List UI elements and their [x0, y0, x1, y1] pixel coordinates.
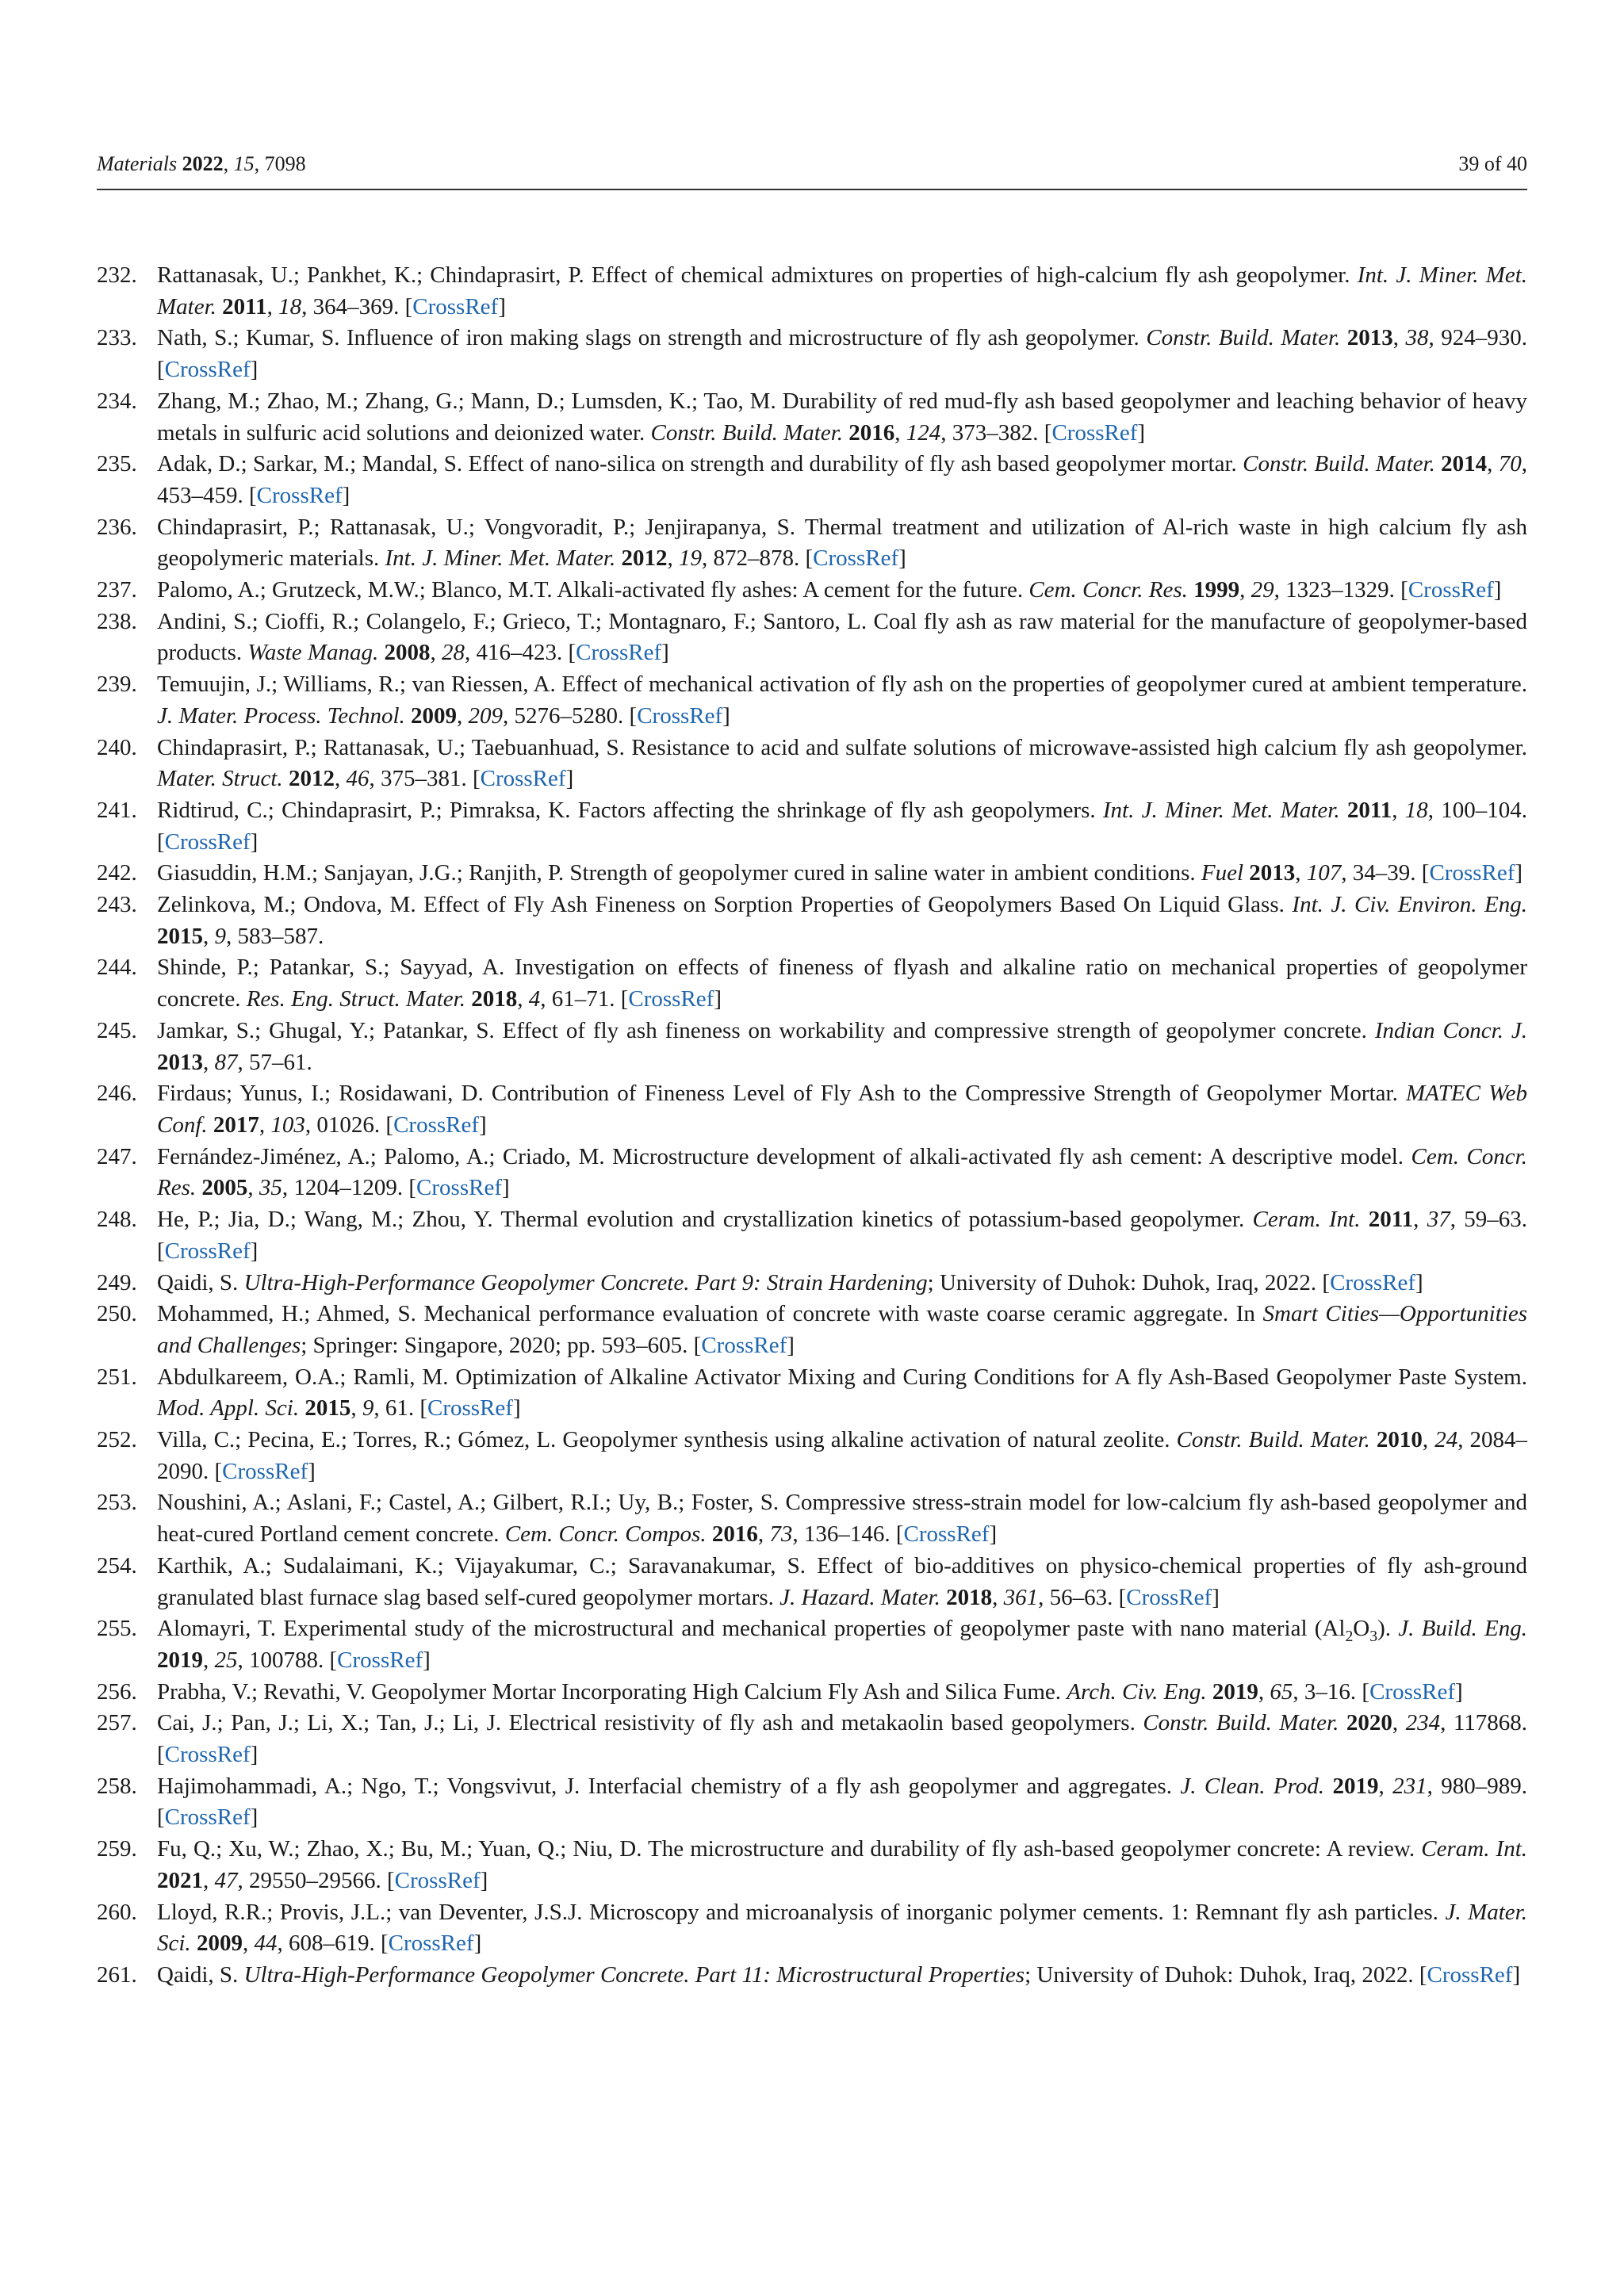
reference-text: Noushini, A.; Aslani, F.; Castel, A.; Gilbert, R.I.; Uy, B.; Foster, S. Compressive stress-strain model for low-calcium fly ash-based geopolymer and heat-cured Portland cement concrete. Cem. Concr. Compos. 2016, 73, 136–146. [CrossRef] [157, 1490, 1527, 1548]
reference-journal: Int. J. Civ. Environ. Eng. [1292, 892, 1528, 918]
reference-pages: 608–619. [288, 1931, 375, 1957]
reference-number: 244. [97, 955, 137, 981]
reference-volume: 44 [254, 1931, 278, 1957]
reference-year: 2012 [288, 766, 335, 792]
reference-year: 2015 [157, 923, 203, 949]
reference-punct: ). [1377, 1616, 1392, 1642]
reference-number: 235. [97, 451, 137, 477]
reference-pages: 100–104. [1441, 797, 1528, 823]
reference-pages: 61–71. [551, 986, 615, 1012]
reference-journal: Res. Eng. Struct. Mater. [246, 986, 465, 1012]
reference-pages: 1323–1329. [1285, 577, 1395, 603]
reference-journal: Constr. Build. Mater. [1143, 1710, 1339, 1736]
reference-volume: 9 [214, 923, 226, 949]
reference-volume: 73 [769, 1521, 793, 1548]
reference-number: 240. [97, 734, 137, 760]
reference-pages: 34–39. [1352, 860, 1416, 886]
reference-publisher: ; Springer: Singapore, 2020; pp. 593–605. [301, 1332, 688, 1358]
reference-authors-title: Noushini, A.; Aslani, F.; Castel, A.; Gilbert, R.I.; Uy, B.; Foster, S. Compressive stress-strain model for low-calcium fly ash-based geopolymer and heat-cured Portland cement concrete. [157, 1490, 1527, 1548]
reference-text: Qaidi, S. Ultra-High-Performance Geopolymer Concrete. Part 11: Microstructural Properties; University of Duhok: Duhok, Iraq, 2022. [CrossRef] [157, 1961, 1521, 1988]
reference-item [97, 952, 1527, 1015]
reference-number: 232. [97, 262, 137, 288]
reference-pages: 61. [385, 1395, 415, 1422]
reference-journal: Constr. Build. Mater. [1176, 1427, 1370, 1453]
crossref-link[interactable]: CrossRef [164, 357, 251, 383]
reference-year: 2005 [201, 1175, 248, 1201]
reference-pages: 29550–29566. [249, 1867, 381, 1893]
reference-pages: 583–587. [237, 923, 324, 949]
reference-volume: 25 [214, 1647, 238, 1673]
reference-authors-title: Hajimohammadi, A.; Ngo, T.; Vongsvivut, J. Interfacial chemistry of a fly ash geopolymer and aggregates. [157, 1773, 1172, 1799]
reference-volume: 65 [1270, 1678, 1293, 1705]
reference-pages: 136–146. [803, 1521, 891, 1548]
reference-volume: 361 [1003, 1584, 1039, 1610]
reference-year: 2016 [711, 1521, 758, 1548]
reference-number: 238. [97, 608, 137, 634]
reference-text: Zelinkova, M.; Ondova, M. Effect of Fly Ash Fineness on Sorption Properties of Geopolymers Based On Liquid Glass. Int. J. Civ. Environ. Eng. 2015, 9, 583–587. [157, 892, 1528, 949]
reference-volume: 47 [214, 1867, 238, 1893]
reference-list [97, 260, 1527, 1992]
reference-authors-title: Qaidi, S. [157, 1269, 239, 1295]
reference-text: Qaidi, S. Ultra-High-Performance Geopolymer Concrete. Part 9: Strain Hardening; University of Duhok: Duhok, Iraq, 2022. [CrossRef] [157, 1269, 1423, 1295]
reference-volume: 231 [1392, 1773, 1427, 1799]
reference-item [97, 1960, 1527, 1992]
reference-authors-title: Jamkar, S.; Ghugal, Y.; Patankar, S. Effect of fly ash fineness on workability and compressive strength of geopolymer concrete. [157, 1017, 1367, 1043]
reference-volume: 18 [1404, 797, 1428, 823]
reference-item [97, 890, 1527, 952]
reference-item [97, 1897, 1527, 1960]
reference-text: Cai, J.; Pan, J.; Li, X.; Tan, J.; Li, J. Electrical resistivity of fly ash and metakaolin based geopolymers. Constr. Build. Mater. 2020, 234, 117868. [CrossRef] [157, 1710, 1528, 1768]
reference-number: 249. [97, 1269, 137, 1295]
reference-text: Alomayri, T. Experimental study of the microstructural and mechanical properties of geopolymer paste with nano material $(Al_2O_3)$. J. Build. Eng. 2019, 25, 100788. [CrossRef] [157, 1616, 1527, 1673]
crossref-link[interactable]: CrossRef [903, 1521, 990, 1548]
reference-pages: 980–989. [1441, 1773, 1528, 1799]
reference-number: 255. [97, 1616, 137, 1642]
reference-journal: J. Mater. Sci. [157, 1899, 1528, 1957]
reference-pages: 01026. [316, 1112, 381, 1138]
reference-authors-title: Alomayri, T. Experimental study of the microstructural and mechanical properties of geopolymer paste with nano material (Al [157, 1616, 1346, 1642]
reference-year: 2018 [471, 986, 518, 1012]
reference-year: 2008 [384, 640, 431, 666]
chemical-subscript: 3 [1369, 1628, 1378, 1646]
reference-year: 2009 [196, 1931, 243, 1957]
reference-authors-title: Ridtirud, C.; Chindaprasirt, P.; Pimraksa, K. Factors affecting the shrinkage of fly ash geopolymers. [157, 797, 1096, 823]
reference-pages: 364–369. [312, 293, 400, 320]
reference-year: 1999 [1193, 577, 1240, 603]
reference-item [97, 1268, 1527, 1299]
reference-volume: 37 [1427, 1207, 1450, 1233]
reference-authors-title: Mohammed, H.; Ahmed, S. Mechanical performance evaluation of concrete with waste coarse ceramic aggregate. In [157, 1301, 1255, 1327]
reference-text: Giasuddin, H.M.; Sanjayan, J.G.; Ranjith, P. Strength of geopolymer cured in saline water in ambient conditions. Fuel 2013, 107, 34–39. [CrossRef] [157, 860, 1523, 886]
reference-number: 242. [97, 860, 137, 886]
reference-item [97, 1425, 1527, 1487]
reference-journal: Indian Concr. J. [1374, 1017, 1528, 1043]
reference-authors-title: Qaidi, S. [157, 1961, 239, 1988]
crossref-link[interactable]: CrossRef [1126, 1584, 1212, 1610]
reference-authors-title: Lloyd, R.R.; Provis, J.L.; van Deventer, J.S.J. Microscopy and microanalysis of inorganic polymer cements. 1: Remnant fly ash particles. [157, 1899, 1438, 1925]
reference-text: Shinde, P.; Patankar, S.; Sayyad, A. Investigation on effects of fineness of flyash and alkaline ratio on mechanical properties of geopolymer concrete. Res. Eng. Struct. Mater. 2018, 4, 61–71. [CrossRef] [157, 955, 1527, 1012]
reference-authors-title: Fu, Q.; Xu, W.; Zhao, X.; Bu, M.; Yuan, Q.; Niu, D. The microstructure and durability of fly ash-based geopolymer concrete: A review. [157, 1836, 1415, 1862]
reference-item [97, 1551, 1527, 1613]
reference-item [97, 512, 1527, 575]
reference-item [97, 1613, 1527, 1676]
reference-authors-title: Prabha, V.; Revathi, V. Geopolymer Mortar Incorporating High Calcium Fly Ash and Silica Fume. [157, 1678, 1062, 1705]
reference-text: Rattanasak, U.; Pankhet, K.; Chindaprasirt, P. Effect of chemical admixtures on properties of high-calcium fly ash geopolymer. Int. J. Miner. Met. Mater. 2011, 18, 364–369. [CrossRef] [157, 262, 1527, 320]
reference-year: 2010 [1376, 1427, 1423, 1453]
reference-number: 247. [97, 1143, 137, 1169]
reference-volume: 29 [1251, 577, 1274, 603]
reference-item [97, 323, 1527, 385]
reference-authors-title: Zhang, M.; Zhao, M.; Zhang, G.; Mann, D.; Lumsden, K.; Tao, M. Durability of red mud-fly ash based geopolymer and leaching behavior of heavy metals in sulfuric acid solutions and deionized water. [157, 388, 1527, 446]
crossref-link[interactable]: CrossRef [164, 1238, 251, 1264]
reference-text: He, P.; Jia, D.; Wang, M.; Zhou, Y. Thermal evolution and crystallization kinetics of potassium-based geopolymer. Ceram. Int. 2011, 37, 59–63. [CrossRef] [157, 1207, 1527, 1264]
reference-year: 2011 [1346, 797, 1392, 823]
reference-item [97, 260, 1527, 323]
reference-authors-title: Chindaprasirt, P.; Rattanasak, U.; Vongvoradit, P.; Jenjirapanya, S. Thermal treatment and utilization of Al-rich waste in high calcium fly ash geopolymeric materials. [157, 514, 1527, 572]
reference-journal: Arch. Civ. Eng. [1067, 1678, 1207, 1705]
reference-item [97, 449, 1527, 511]
reference-volume: 70 [1498, 451, 1522, 477]
reference-year: 2013 [1346, 325, 1393, 351]
crossref-link[interactable]: CrossRef [1427, 1961, 1513, 1988]
reference-item [97, 1204, 1527, 1267]
reference-item [97, 795, 1527, 858]
reference-item [97, 1487, 1527, 1550]
reference-pages: 924–930. [1441, 325, 1528, 351]
reference-text: Villa, C.; Pecina, E.; Torres, R.; Gómez, L. Geopolymer synthesis using alkaline activation of natural zeolite. Constr. Build. Mater. 2010, 24, 2084–2090. [CrossRef] [157, 1427, 1528, 1484]
reference-journal: Cem. Concr. Res. [157, 1143, 1527, 1201]
crossref-link[interactable]: CrossRef [813, 545, 899, 572]
reference-volume: 46 [346, 766, 370, 792]
reference-number: 253. [97, 1490, 137, 1516]
reference-journal: J. Build. Eng. [1398, 1616, 1527, 1642]
reference-volume: 234 [1405, 1710, 1441, 1736]
reference-year: 2015 [304, 1395, 351, 1422]
reference-number: 239. [97, 672, 137, 698]
reference-text: Nath, S.; Kumar, S. Influence of iron making slags on strength and microstructure of fly ash geopolymer. Constr. Build. Mater. 2013, 38, 924–930. [CrossRef] [157, 325, 1528, 383]
reference-text: Abdulkareem, O.A.; Ramli, M. Optimization of Alkaline Activator Mixing and Curing Conditions for A fly Ash-Based Geopolymer Paste System. Mod. Appl. Sci. 2015, 9, 61. [CrossRef] [157, 1364, 1527, 1422]
reference-year: 2018 [946, 1584, 993, 1610]
crossref-link[interactable]: CrossRef [1051, 419, 1138, 446]
reference-number: 261. [97, 1961, 137, 1988]
reference-authors-title: Andini, S.; Cioffi, R.; Colangelo, F.; Grieco, T.; Montagnaro, F.; Santoro, L. Coal fly ash as raw material for the manufacture of geopolymer-based products. [157, 608, 1527, 666]
journal-volume: 15 [233, 152, 255, 175]
reference-publisher: ; University of Duhok: Duhok, Iraq, 2022. [1025, 1961, 1414, 1988]
reference-item [97, 733, 1527, 795]
reference-pages: 56–63. [1049, 1584, 1113, 1610]
reference-volume: 209 [468, 702, 504, 729]
reference-year: 2021 [157, 1867, 203, 1893]
reference-authors-title: Giasuddin, H.M.; Sanjayan, J.G.; Ranjith, P. Strength of geopolymer cured in saline water in ambient conditions. [157, 860, 1196, 886]
reference-text: Fu, Q.; Xu, W.; Zhao, X.; Bu, M.; Yuan, Q.; Niu, D. The microstructure and durability of fly ash-based geopolymer concrete: A review. Ceram. Int. 2021, 47, 29550–29566. [CrossRef] [157, 1836, 1528, 1893]
reference-text: Karthik, A.; Sudalaimani, K.; Vijayakumar, C.; Saravanakumar, S. Effect of bio-additives on physico-chemical properties of fly ash-ground granulated blast furnace slag based self-cured geopolymer mortars. J. Hazard. Mater. 2018, 361, 56–63. [CrossRef] [157, 1552, 1527, 1610]
crossref-link[interactable]: CrossRef [1408, 577, 1494, 603]
reference-year: 2017 [213, 1112, 259, 1138]
reference-authors-title: Nath, S.; Kumar, S. Influence of iron making slags on strength and microstructure of fly ash geopolymer. [157, 325, 1139, 351]
reference-item [97, 607, 1527, 669]
reference-volume: 38 [1405, 325, 1429, 351]
reference-item [97, 1299, 1527, 1361]
chemical-subscript: 2 [1345, 1628, 1354, 1646]
reference-volume: 103 [270, 1112, 305, 1138]
crossref-link[interactable]: CrossRef [164, 828, 251, 855]
crossref-link[interactable]: CrossRef [427, 1395, 513, 1422]
reference-text: Jamkar, S.; Ghugal, Y.; Patankar, S. Effect of fly ash fineness on workability and compressive strength of geopolymer concrete. Indian Concr. J. 2013, 87, 57–61. [157, 1017, 1528, 1075]
reference-journal: J. Hazard. Mater. [779, 1584, 940, 1610]
reference-text: Palomo, A.; Grutzeck, M.W.; Blanco, M.T. Alkali-activated fly ashes: A cement for the future. Cem. Concr. Res. 1999, 29, 1323–1329. [CrossRef] [157, 577, 1502, 603]
reference-year: 2011 [222, 293, 267, 320]
reference-journal: Cem. Concr. Res. [1028, 577, 1188, 603]
reference-item [97, 858, 1527, 890]
reference-authors-title: Villa, C.; Pecina, E.; Torres, R.; Gómez, L. Geopolymer synthesis using alkaline activation of natural zeolite. [157, 1427, 1170, 1453]
reference-journal: Fuel [1201, 860, 1244, 886]
reference-volume: 9 [362, 1395, 374, 1422]
reference-volume: 35 [259, 1175, 282, 1201]
reference-number: 252. [97, 1427, 137, 1453]
reference-year: 2019 [157, 1647, 203, 1673]
reference-pages: 375–381. [380, 766, 467, 792]
reference-text: Temuujin, J.; Williams, R.; van Riessen, A. Effect of mechanical activation of fly ash on the properties of geopolymer cured at ambient temperature. J. Mater. Process. Technol. 2009, 209, 5276–5280. [CrossRef] [157, 672, 1527, 729]
reference-text: Prabha, V.; Revathi, V. Geopolymer Mortar Incorporating High Calcium Fly Ash and Silica Fume. Arch. Civ. Eng. 2019, 65, 3–16. [CrossRef] [157, 1678, 1463, 1705]
reference-pages: 872–878. [713, 545, 800, 572]
reference-pages: 3–16. [1304, 1678, 1357, 1705]
reference-item [97, 669, 1527, 732]
reference-pages: 57–61. [249, 1049, 312, 1075]
reference-text: Firdaus; Yunus, I.; Rosidawani, D. Contribution of Fineness Level of Fly Ash to the Compressive Strength of Geopolymer Mortar. MATEC Web Conf. 2017, 103, 01026. [CrossRef] [157, 1081, 1528, 1138]
reference-item [97, 1771, 1527, 1834]
reference-year: 2019 [1332, 1773, 1379, 1799]
crossref-link[interactable]: CrossRef [701, 1332, 787, 1358]
reference-journal: Constr. Build. Mater. [650, 419, 844, 446]
reference-year: 2012 [621, 545, 668, 572]
reference-pages: 1204–1209. [293, 1175, 404, 1201]
reference-volume: 107 [1306, 860, 1342, 886]
reference-item [97, 1708, 1527, 1770]
crossref-link[interactable]: CrossRef [393, 1112, 480, 1138]
reference-pages: 416–423. [476, 640, 563, 666]
crossref-link[interactable]: CrossRef [576, 640, 662, 666]
reference-text: Lloyd, R.R.; Provis, J.L.; van Deventer, J.S.J. Microscopy and microanalysis of inorganic polymer cements. 1: Remnant fly ash particles. J. Mater. Sci. 2009, 44, 608–619. [CrossRef] [157, 1899, 1528, 1957]
reference-number: 259. [97, 1836, 137, 1862]
crossref-link[interactable]: CrossRef [222, 1458, 308, 1484]
reference-year: 2013 [1249, 860, 1296, 886]
reference-number: 236. [97, 514, 137, 540]
reference-journal: Ceram. Int. [1252, 1207, 1361, 1233]
reference-authors-title: Zelinkova, M.; Ondova, M. Effect of Fly Ash Fineness on Sorption Properties of Geopolymers Based On Liquid Glass. [157, 892, 1285, 918]
reference-journal: J. Clean. Prod. [1180, 1773, 1325, 1799]
crossref-link[interactable]: CrossRef [164, 1804, 251, 1831]
crossref-link[interactable]: CrossRef [1330, 1269, 1416, 1295]
reference-pages: 5276–5280. [514, 702, 624, 729]
reference-number: 248. [97, 1207, 137, 1233]
reference-text: Adak, D.; Sarkar, M.; Mandal, S. Effect of nano-silica on strength and durability of fly ash based geopolymer mortar. Constr. Build. Mater. 2014, 70, 453–459. [CrossRef] [157, 451, 1528, 508]
reference-year: 2013 [157, 1049, 203, 1075]
reference-authors-title: Fernández-Jiménez, A.; Palomo, A.; Criado, M. Microstructure development of alkali-activated fly ash cement: A descriptive model. [157, 1143, 1404, 1169]
crossref-link[interactable]: CrossRef [394, 1867, 481, 1893]
reference-volume: 87 [214, 1049, 238, 1075]
reference-year: 2020 [1346, 1710, 1392, 1736]
reference-year: 2016 [848, 419, 895, 446]
reference-book-title: Ultra-High-Performance Geopolymer Concrete. Part 9: Strain Hardening [243, 1269, 928, 1295]
journal-citation: Materials 2022, 15, 7098 [97, 152, 306, 175]
reference-pages: 117868. [1453, 1710, 1528, 1736]
reference-authors-title: Cai, J.; Pan, J.; Li, X.; Tan, J.; Li, J. Electrical resistivity of fly ash and metakaolin based geopolymers. [157, 1710, 1136, 1736]
reference-book-title: Ultra-High-Performance Geopolymer Concrete. Part 11: Microstructural Properties [243, 1961, 1025, 1988]
reference-journal: Constr. Build. Mater. [1146, 325, 1341, 351]
reference-text: Andini, S.; Cioffi, R.; Colangelo, F.; Grieco, T.; Montagnaro, F.; Santoro, L. Coal fly ash as raw material for the manufacture of geopolymer-based products. Waste Manag. 2008, 28, 416–423. [CrossRef] [157, 608, 1527, 666]
reference-journal: Mod. Appl. Sci. [157, 1395, 300, 1422]
reference-number: 245. [97, 1017, 137, 1043]
reference-volume: 18 [278, 293, 302, 320]
reference-text: Chindaprasirt, P.; Rattanasak, U.; Taebuanhuad, S. Resistance to acid and sulfate solutions of microwave-assisted high calcium fly ash geopolymer. Mater. Struct. 2012, 46, 375–381. [CrossRef] [157, 734, 1527, 792]
reference-pages: 59–63. [1464, 1207, 1527, 1233]
reference-authors-title: Karthik, A.; Sudalaimani, K.; Vijayakumar, C.; Saravanakumar, S. Effect of bio-additives on physico-chemical properties of fly ash-ground granulated blast furnace slag based self-cured geopolymer mortars. [157, 1552, 1527, 1610]
reference-number: 251. [97, 1364, 137, 1390]
reference-journal: Mater. Struct. [157, 766, 283, 792]
reference-item [97, 1362, 1527, 1425]
crossref-link[interactable]: CrossRef [337, 1647, 423, 1673]
journal-year: 2022 [182, 152, 224, 175]
reference-volume: 24 [1434, 1427, 1458, 1453]
header-rule [97, 189, 1527, 190]
reference-journal: Ceram. Int. [1421, 1836, 1528, 1862]
reference-year: 2014 [1441, 451, 1488, 477]
reference-journal: J. Mater. Process. Technol. [157, 702, 405, 729]
crossref-link[interactable]: CrossRef [637, 702, 723, 729]
reference-year: 2009 [411, 702, 458, 729]
reference-authors-title: Temuujin, J.; Williams, R.; van Riessen, A. Effect of mechanical activation of fly ash on the properties of geopolymer cured at ambient temperature. [157, 672, 1527, 698]
reference-authors-title: He, P.; Jia, D.; Wang, M.; Zhou, Y. Thermal evolution and crystallization kinetics of potassium-based geopolymer. [157, 1207, 1245, 1233]
crossref-link[interactable]: CrossRef [388, 1931, 474, 1957]
reference-pages: 2084–2090. [157, 1427, 1528, 1484]
crossref-link[interactable]: CrossRef [628, 986, 714, 1012]
reference-number: 234. [97, 388, 137, 414]
reference-pages: 373–382. [952, 419, 1039, 446]
crossref-link[interactable]: CrossRef [256, 482, 343, 508]
reference-journal: Waste Manag. [247, 640, 379, 666]
reference-number: 258. [97, 1773, 137, 1799]
reference-authors-title: Palomo, A.; Grutzeck, M.W.; Blanco, M.T. Alkali-activated fly ashes: A cement for the future. [157, 577, 1024, 603]
reference-pages: 453–459. [157, 482, 243, 508]
reference-journal: Int. J. Miner. Met. Mater. [157, 262, 1527, 320]
reference-book-title: Smart Cities—Opportunities and Challenges [157, 1301, 1527, 1358]
reference-number: 254. [97, 1552, 137, 1578]
crossref-link[interactable]: CrossRef [416, 1175, 502, 1201]
reference-number: 260. [97, 1899, 137, 1925]
crossref-link[interactable]: CrossRef [164, 1742, 251, 1768]
reference-number: 246. [97, 1081, 137, 1107]
reference-authors-title: Firdaus; Yunus, I.; Rosidawani, D. Contribution of Fineness Level of Fly Ash to the Compressive Strength of Geopolymer Mortar. [157, 1081, 1398, 1107]
journal-name: Materials [97, 152, 178, 175]
reference-number: 233. [97, 325, 137, 351]
reference-text: Mohammed, H.; Ahmed, S. Mechanical performance evaluation of concrete with waste coarse ceramic aggregate. In Smart Cities—Opportunities and Challenges; Springer: Singapore, 2020; pp. 593–605. [CrossRef] [157, 1301, 1527, 1358]
page-number: 39 of 40 [1458, 152, 1527, 175]
reference-number: 256. [97, 1678, 137, 1705]
reference-text: Ridtirud, C.; Chindaprasirt, P.; Pimraksa, K. Factors affecting the shrinkage of fly ash geopolymers. Int. J. Miner. Met. Mater. 2011, 18, 100–104. [CrossRef] [157, 797, 1528, 855]
reference-authors-title: Adak, D.; Sarkar, M.; Mandal, S. Effect of nano-silica on strength and durability of fly ash based geopolymer mortar. [157, 451, 1237, 477]
reference-item [97, 1677, 1527, 1709]
reference-text: Chindaprasirt, P.; Rattanasak, U.; Vongvoradit, P.; Jenjirapanya, S. Thermal treatment and utilization of Al-rich waste in high calcium fly ash geopolymeric materials. Int. J. Miner. Met. Mater. 2012, 19, 872–878. [CrossRef] [157, 514, 1527, 572]
reference-year: 2011 [1368, 1207, 1414, 1233]
reference-journal: Constr. Build. Mater. [1243, 451, 1435, 477]
reference-volume: 4 [528, 986, 541, 1012]
reference-journal: MATEC Web Conf. [157, 1081, 1528, 1138]
reference-authors-title: Rattanasak, U.; Pankhet, K.; Chindaprasirt, P. Effect of chemical admixtures on properties of high-calcium fly ash geopolymer. [157, 262, 1350, 288]
page-header [97, 149, 1527, 184]
crossref-link[interactable]: CrossRef [412, 293, 499, 320]
reference-item [97, 1078, 1527, 1141]
reference-number: 257. [97, 1710, 137, 1736]
reference-publisher: ; University of Duhok: Duhok, Iraq, 2022. [927, 1269, 1317, 1295]
reference-item [97, 1016, 1527, 1078]
article-number: , 7098 [254, 152, 306, 175]
reference-journal: Int. J. Miner. Met. Mater. [385, 545, 616, 572]
crossref-link[interactable]: CrossRef [1369, 1678, 1456, 1705]
reference-authors-title: Shinde, P.; Patankar, S.; Sayyad, A. Investigation on effects of fineness of flyash and alkaline ratio on mechanical properties of geopolymer concrete. [157, 955, 1527, 1012]
reference-number: 241. [97, 797, 137, 823]
crossref-link[interactable]: CrossRef [1429, 860, 1515, 886]
reference-authors-title: Abdulkareem, O.A.; Ramli, M. Optimization of Alkaline Activator Mixing and Curing Conditions for A fly Ash-Based Geopolymer Paste System. [157, 1364, 1527, 1390]
reference-pages: 100788. [249, 1647, 324, 1673]
reference-item [97, 1834, 1527, 1896]
reference-volume: 28 [442, 640, 465, 666]
reference-journal: Cem. Concr. Compos. [504, 1521, 707, 1548]
reference-text: Fernández-Jiménez, A.; Palomo, A.; Criado, M. Microstructure development of alkali-activated fly ash cement: A descriptive model. Cem. Concr. Res. 2005, 35, 1204–1209. [CrossRef] [157, 1143, 1527, 1201]
reference-item [97, 575, 1527, 607]
reference-text: Zhang, M.; Zhao, M.; Zhang, G.; Mann, D.; Lumsden, K.; Tao, M. Durability of red mud-fly ash based geopolymer and leaching behavior of heavy metals in sulfuric acid solutions and deionized water. Constr. Build. Mater. 2016, 124, 373–382. [CrossRef] [157, 388, 1527, 446]
reference-authors-title: Chindaprasirt, P.; Rattanasak, U.; Taebuanhuad, S. Resistance to acid and sulfate solutions of microwave-assisted high calcium fly ash geopolymer. [157, 734, 1527, 760]
reference-number: 243. [97, 892, 137, 918]
reference-volume: 124 [906, 419, 941, 446]
reference-item [97, 386, 1527, 449]
reference-number: 237. [97, 577, 137, 603]
reference-text: Hajimohammadi, A.; Ngo, T.; Vongsvivut, J. Interfacial chemistry of a fly ash geopolymer and aggregates. J. Clean. Prod. 2019, 231, 980–989. [CrossRef] [157, 1773, 1528, 1831]
chemical-element: O [1353, 1616, 1370, 1642]
reference-year: 2019 [1212, 1678, 1258, 1705]
reference-volume: 19 [678, 545, 702, 572]
reference-number: 250. [97, 1301, 137, 1327]
reference-journal: Int. J. Miner. Met. Mater. [1102, 797, 1340, 823]
crossref-link[interactable]: CrossRef [480, 766, 566, 792]
reference-item [97, 1142, 1527, 1204]
